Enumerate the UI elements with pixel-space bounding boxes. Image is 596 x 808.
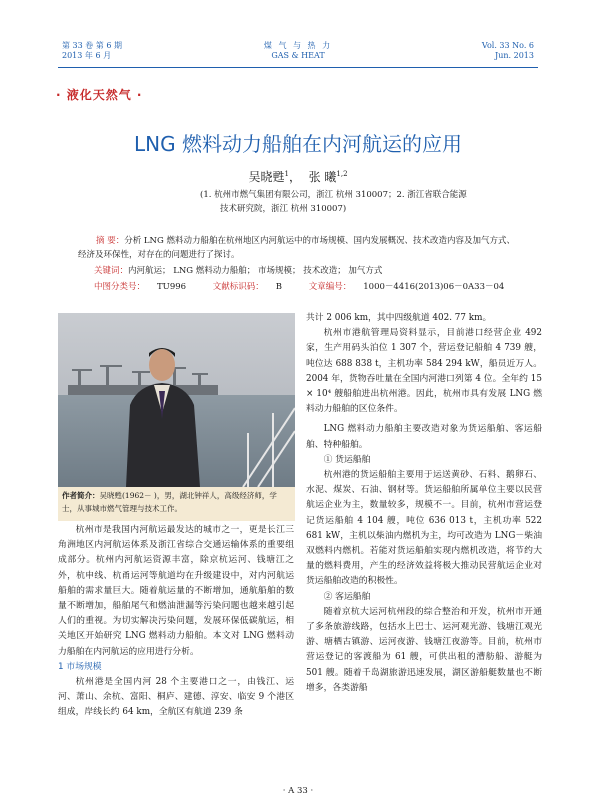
subsection-heading: ① 货运船舶 xyxy=(323,454,371,465)
body-paragraph: 随着京杭大运河杭州段的综合整治和开发，杭州市开通了多条旅游线路，包括水上巴士、运河观光游、钱塘江观光游、塘栖古镇游、运河夜游、钱塘江夜游等。目前，杭州市营运登记的客渡船为 61 艘，可供出租的漕舫船、游艇为 501 艘。随着千岛湖旅游迅速发展，湖区游船艇数量也不断增多，各类游船 xyxy=(306,606,542,693)
author-name: 吴晓甦 xyxy=(248,170,285,184)
affiliation-line: 技术研究院，浙江 杭州 310007) xyxy=(220,204,347,214)
classification-line xyxy=(94,280,534,294)
volume-issue-en: Vol. 33 No. 6 xyxy=(481,41,534,50)
section-heading: 1 市场规模 xyxy=(58,661,102,672)
clc-value: TU996 xyxy=(157,282,187,292)
body-paragraph: 共计 2 006 km，其中四级航道 402. 77 km。 xyxy=(306,313,492,323)
body-column-right xyxy=(306,311,542,696)
article-id-value: 1000－4416(2013)06－0A33－04 xyxy=(363,282,505,292)
author-name: 张 曦 xyxy=(308,170,337,184)
author-affil-mark: 1,2 xyxy=(336,170,348,178)
body-paragraph: 杭州港是全国内河 28 个主要港口之一，由钱江、运河、萧山、余杭、富阳、桐庐、建德、淳安、临安 9 个港区组成，岸线长约 64 km，全航区有航道 239 条 xyxy=(58,677,294,718)
keywords-label: 关键词： xyxy=(94,266,129,276)
article-title: LNG 燃料动力船舶在内河航运的应用 xyxy=(134,132,462,156)
article-id-label: 文章编号： xyxy=(308,282,352,292)
subsection-heading: ② 客运船舶 xyxy=(323,591,371,602)
author-bio-text: 吴晓甦(1962－ )，男，湖北钟祥人，高级经济师，学士，从事城市燃气管理与技术工作。 xyxy=(62,491,277,513)
journal-volume-info-en xyxy=(482,41,534,61)
abstract-text: 分析 LNG 燃料动力船舶在杭州地区内河航运中的市场规模、国内发展概况、技术改造内容及加气方式、经济及环保性，对存在的问题进行了探讨。 xyxy=(78,236,515,260)
clc-label: 中图分类号： xyxy=(94,282,146,292)
section-tag: · 液化天然气 · xyxy=(56,88,143,102)
header-divider xyxy=(58,67,538,68)
author-bio-caption xyxy=(58,487,295,521)
page-number: · A 33 · xyxy=(282,786,314,796)
body-paragraph: 杭州市是我国内河航运最发达的城市之一，更是长江三角洲地区内河航运体系及浙江省综合交通运输体系的重要组成部分。杭州内河航运资源丰富，除京杭运河、钱塘江之外，杭申线、杭甬运河等航道均在升级建设中，对内河航运船舶的需求量巨大。随着航运量的不断增加，通航船舶的数量不断增加，船舶尾气和燃油泄漏等污染问题也越来越引起人们的重视。为切实解决污染问题，发展环保低碳航运，相关地区开始研究 LNG 燃料动力船舶。本文对 LNG 燃料动力船舶在内河航运的应用进行分析。 xyxy=(58,525,294,657)
volume-issue: 第 33 卷 第 6 期 xyxy=(62,41,122,50)
affiliations xyxy=(200,188,500,216)
journal-name-cn: 煤 气 与 热 力 xyxy=(263,41,333,50)
abstract xyxy=(78,234,518,262)
abstract-label: 摘 要： xyxy=(96,236,125,246)
doc-code-value: B xyxy=(275,282,283,292)
doc-code-label: 文献标识码： xyxy=(212,282,264,292)
body-paragraph: LNG 燃料动力船舶主要改造对象为货运船舶、客运船舶、特种船舶。 xyxy=(306,424,542,450)
journal-name-en: GAS & HEAT xyxy=(271,51,325,60)
author-photo-image xyxy=(58,313,295,487)
affiliation-line: (1. 杭州市燃气集团有限公司，浙江 杭州 310007；2. 浙江省联合能源 xyxy=(200,190,467,200)
author-affil-mark: 1 xyxy=(284,170,289,178)
body-paragraph: 杭州港的货运船舶主要用于运送黄砂、石料、鹅卵石、水泥、煤炭、石油、钢材等。货运船舶所属单位主要以民营航运企业为主，数量较多，规模不一。目前，杭州市营运登记货运船舶 4 104 艘，吨位 636 013 t，主机功率 522 681 kW，主机以柴油内燃机为主，均可改造为 LNG－柴油双燃料内燃机。若能对货运船舶实现内燃机改造，将节约大量的燃料费用，产生的经济效益将极大推动民营航运企业对货运船舶改造的积极性。 xyxy=(306,470,542,587)
issue-date: 2013 年 6 月 xyxy=(62,51,112,60)
author-photo xyxy=(58,313,295,487)
issue-date-en: Jun. 2013 xyxy=(495,51,534,60)
keywords-text: 内河航运； LNG 燃料动力船舶； 市场规模； 技术改造； 加气方式 xyxy=(128,266,383,276)
author-line: 吴晓甦$^1$， 张 曦$^{1,2}$ xyxy=(248,170,348,184)
author-bio-label: 作者简介： xyxy=(62,491,100,500)
body-column-left xyxy=(58,523,294,721)
keywords xyxy=(94,264,534,278)
body-paragraph: 杭州市港航管理局资料显示，目前港口经营企业 492 家，生产用码头泊位 1 307 个，营运登记船舶 4 739 艘，吨位达 688 838 t，主机功率 584 294 kW，船员近万人。2004 年，货物吞吐量在全国内河港口列第 4 位。全年约 15 × 10⁴ 艘船舶进出杭州港。因此，杭州市具有发展 LNG 燃料动力船舶的区位条件。 xyxy=(306,328,542,415)
